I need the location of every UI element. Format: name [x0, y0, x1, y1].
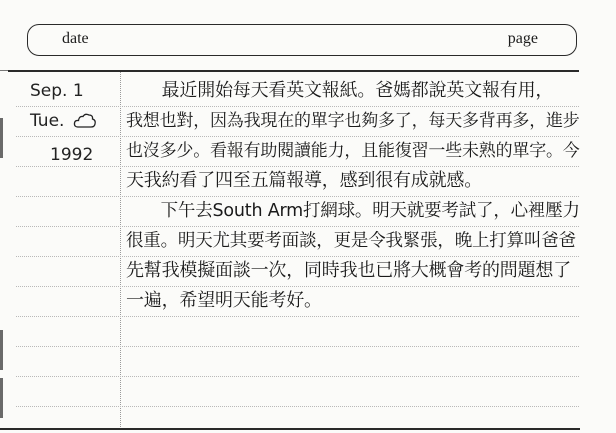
ruled-line [16, 316, 579, 317]
top-rule-left-stub [0, 70, 8, 71]
ruled-line [16, 376, 579, 377]
cloud-icon [73, 110, 97, 140]
diary-line: 我想也對，因為我現在的單字也夠多了，每天多背再多，進步 [126, 111, 580, 131]
binding-mark [0, 378, 3, 418]
top-rule [8, 70, 579, 72]
entry-date-column [30, 76, 115, 170]
binding-mark [0, 330, 3, 370]
ruled-line [16, 406, 579, 407]
entry-month-day: Sep. 1 [30, 81, 84, 101]
date-page-header [27, 24, 577, 56]
diary-line: 先幫我模擬面談一次，同時我也已將大概會考的問題想了 [126, 260, 571, 281]
diary-line: 很重。明天尤其要考面談，更是令我緊張，晚上打算叫爸爸 [126, 231, 576, 251]
date-label: date [62, 30, 89, 47]
diary-line: 下午去South Arm打網球。明天就要考試了，心裡壓力 [126, 201, 580, 221]
entry-weekday: Tue. [30, 111, 65, 131]
date-margin-line [120, 72, 121, 427]
diary-entry-text [126, 76, 582, 316]
diary-line: 天我約看了四至五篇報導，感到很有成就感。 [126, 170, 482, 191]
page-label: page [507, 30, 538, 47]
diary-line: 一遍，希望明天能考好。 [126, 290, 322, 311]
entry-year: 1992 [50, 145, 94, 165]
ruled-line [16, 346, 579, 347]
diary-line: 最近開始每天看英文報紙。爸媽都說英文報有用， [126, 80, 554, 101]
binding-mark [0, 118, 3, 158]
entry-weekday-row [30, 106, 115, 140]
diary-line: 也沒多少。看報有助閱讀能力，且能復習一些未熟的單字。今 [126, 141, 580, 161]
bottom-rule [0, 428, 580, 430]
